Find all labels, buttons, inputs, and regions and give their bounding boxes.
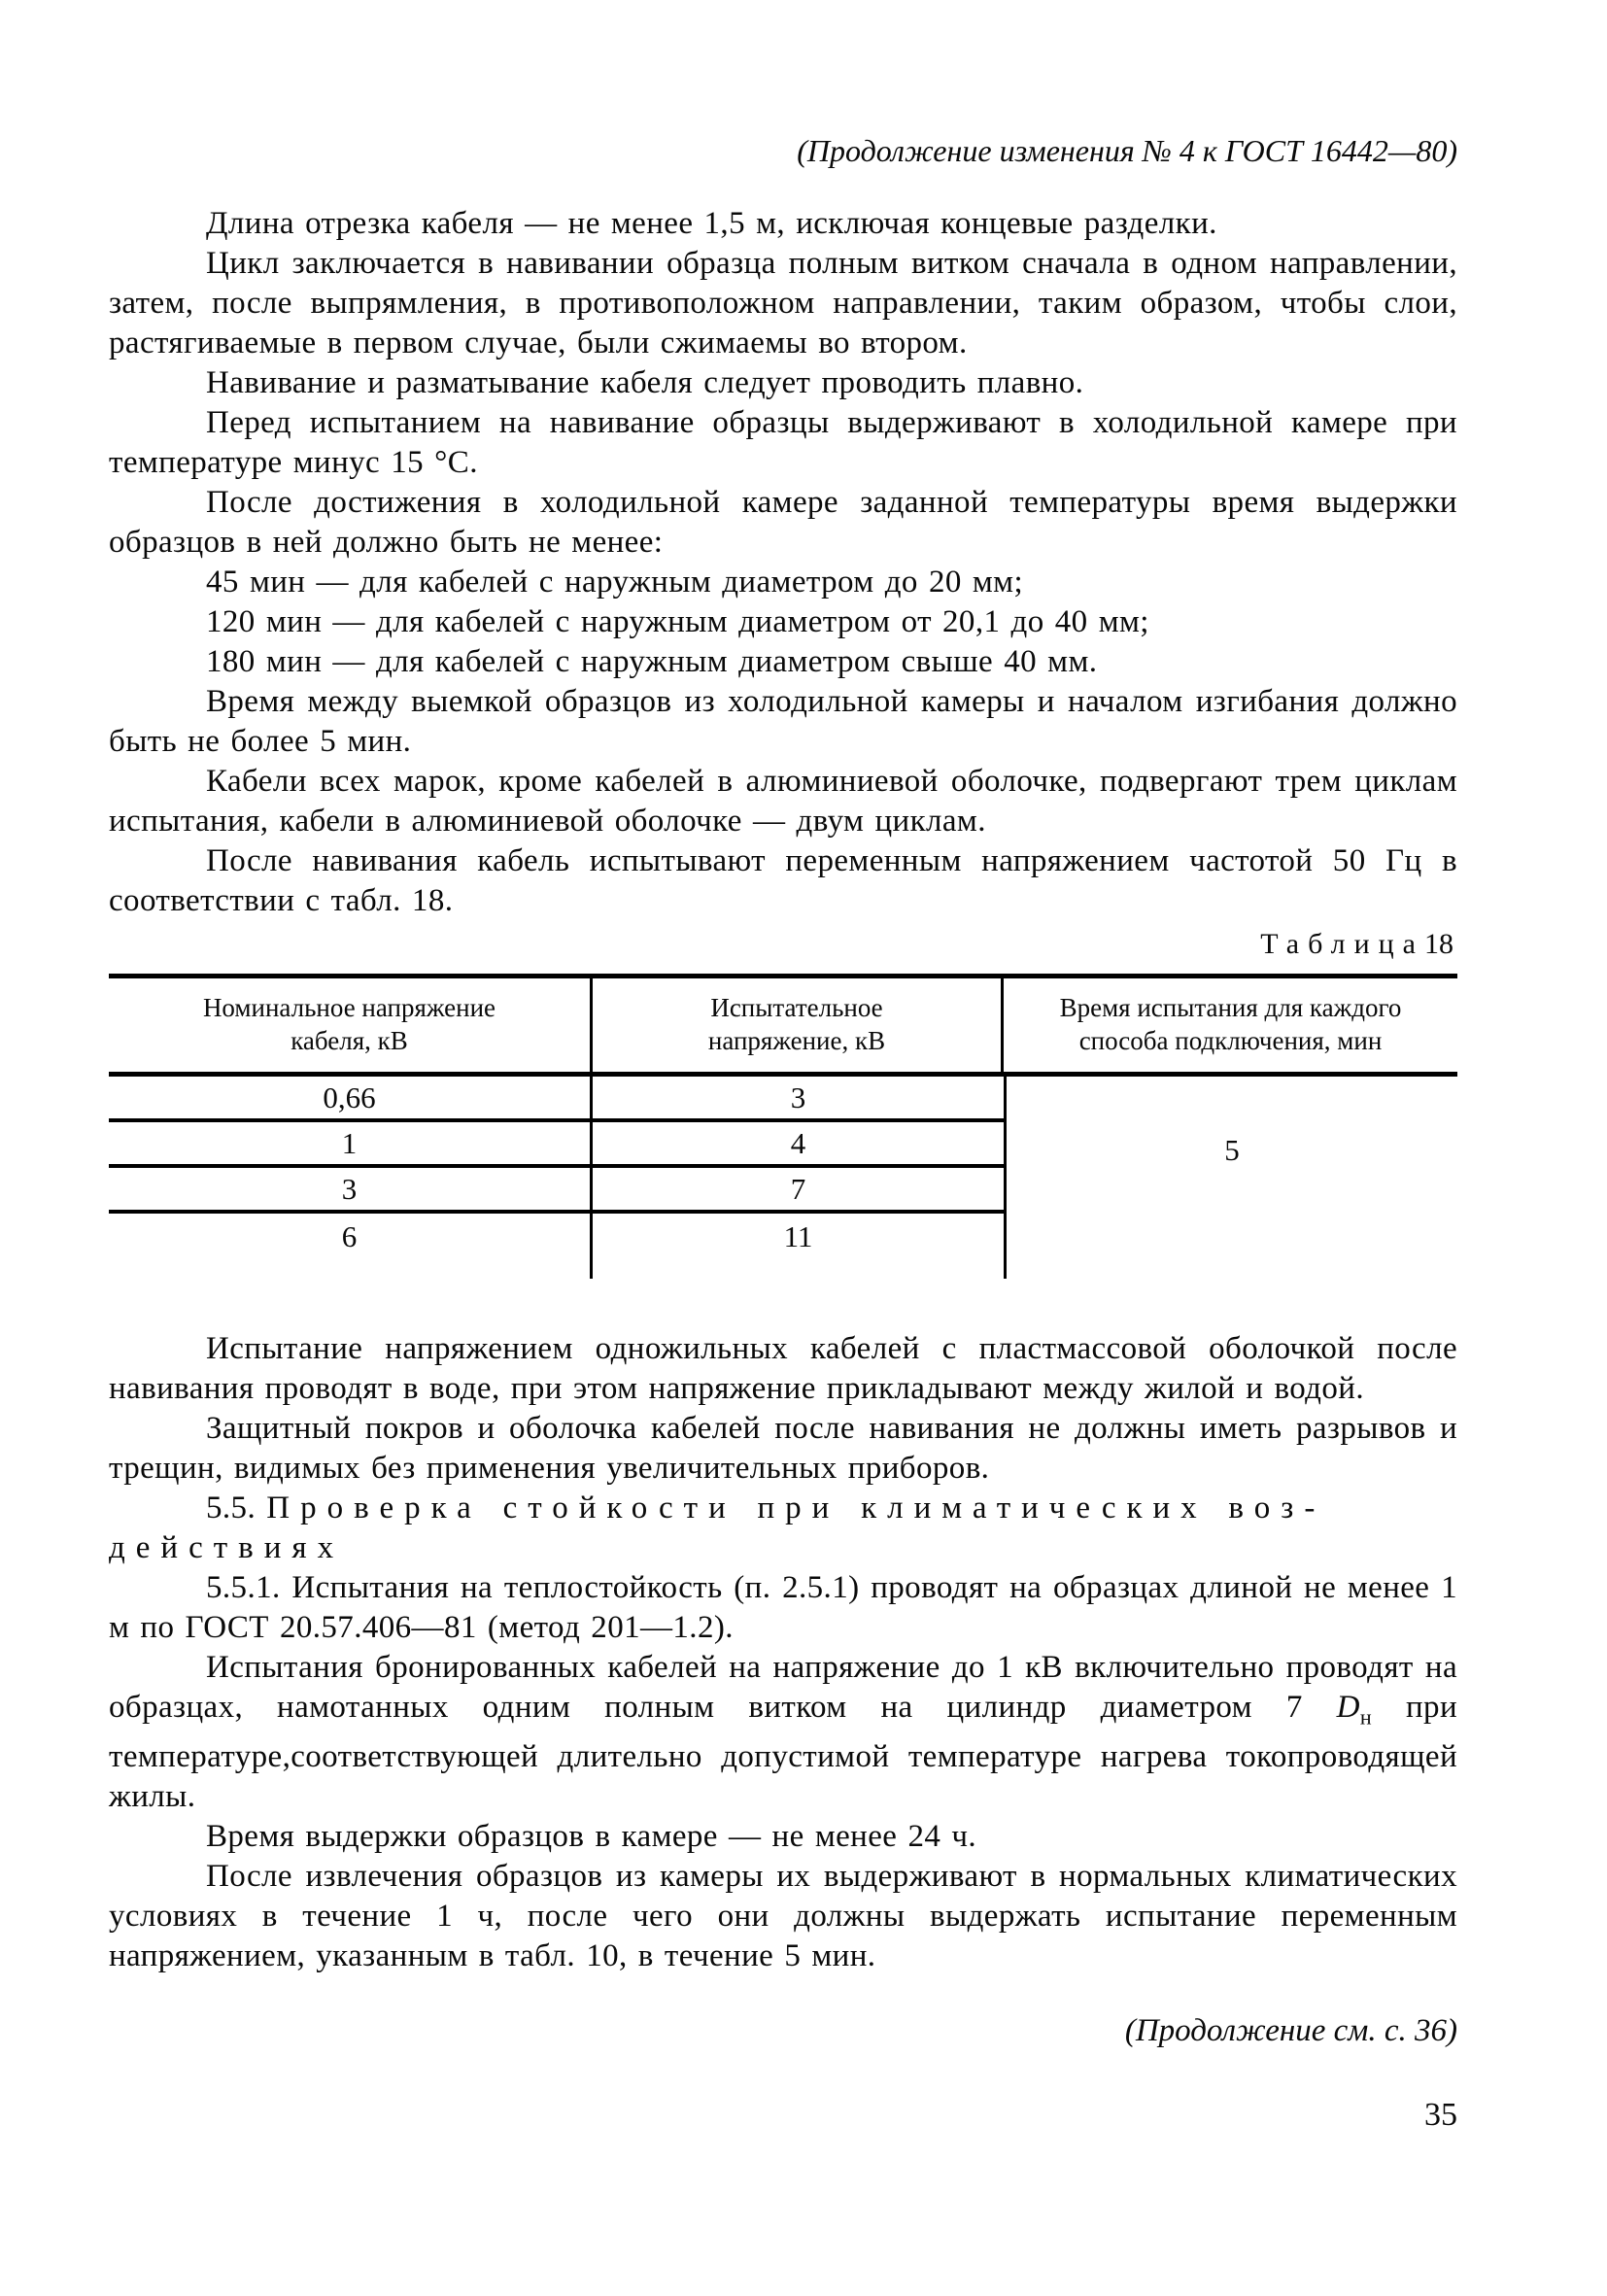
table-header-line: кабеля, кВ bbox=[291, 1026, 408, 1055]
table-cell: 7 bbox=[790, 1171, 806, 1206]
paragraph-cable-length: Длина отрезка кабеля — не менее 1,5 м, исключая концевые разделки. bbox=[206, 206, 1217, 241]
table-label-number: 18 bbox=[1424, 928, 1453, 960]
table-cell-merged-time-value: 5 bbox=[1224, 1133, 1240, 1167]
table-18-label bbox=[109, 925, 1457, 964]
table-row bbox=[109, 1214, 1004, 1259]
section-title-line2: действиях bbox=[109, 1530, 345, 1565]
table-cell: 1 bbox=[109, 1122, 593, 1164]
paragraph-armored-cables bbox=[109, 1648, 1457, 1817]
paragraph-cold-chamber: Перед испытанием на навивание образцы выдерживают в холодильной камере при температуре минус 15 °С. bbox=[109, 405, 1457, 480]
table-cell: 11 bbox=[783, 1218, 813, 1253]
paragraph-cycles-count: Кабели всех марок, кроме кабелей в алюминиевой оболочке, подвергают трем циклам испытания, кабели в алюминиевой оболочке — двум циклам. bbox=[109, 764, 1457, 839]
table-header-line: Номинальное напряжение bbox=[202, 993, 496, 1022]
paragraph-armored-cables-text-start: Испытания бронированных кабелей на напряжение до 1 кВ включительно проводят на образцах, намотанных одним полным витком на цилиндр диаметром 7 bbox=[109, 1650, 1457, 1725]
table-18-header-row bbox=[109, 978, 1457, 1077]
table-18-body bbox=[109, 1077, 1457, 1279]
list-item-120-min: 120 мин — для кабелей с наружным диаметром от 20,1 до 40 мм; bbox=[206, 604, 1149, 639]
table-header-line: Испытательное bbox=[710, 993, 883, 1022]
page-content bbox=[109, 0, 1457, 2134]
list-item-45-min: 45 мин — для кабелей с наружным диаметром до 20 мм; bbox=[206, 565, 1024, 600]
paragraph-heat-resistance: 5.5.1. Испытания на теплостойкость (п. 2.5.1) проводят на образцах длиной не менее 1 м по ГОСТ 20.57.406—81 (метод 201—1.2). bbox=[109, 1570, 1457, 1645]
table-18-left-columns bbox=[109, 1077, 1004, 1279]
paragraph-protective-cover: Защитный покров и оболочка кабелей после навивания не должны иметь разрывов и трещин, видимых без применения увеличительных приборов. bbox=[109, 1411, 1457, 1486]
variable-D-subscript: н bbox=[1359, 1704, 1373, 1730]
section-title-line1: Проверка стойкости при климатических воз- bbox=[266, 1491, 1326, 1525]
table-row bbox=[109, 1122, 1004, 1168]
table-cell: 4 bbox=[790, 1125, 806, 1160]
table-header-line: напряжение, кВ bbox=[707, 1026, 886, 1055]
paragraph-time-between: Время между выемкой образцов из холодильной камеры и началом изгибания должно быть не более 5 мин. bbox=[109, 684, 1457, 759]
table-header-test-voltage bbox=[593, 978, 1004, 1072]
table-cell: 3 bbox=[109, 1168, 593, 1210]
paragraph-voltage-test: После навивания кабель испытывают переменным напряжением частотой 50 Гц в соответствии с табл. 18. bbox=[109, 843, 1457, 918]
table-cell: 0,66 bbox=[109, 1077, 593, 1118]
header-continuation-note: (Продолжение изменения № 4 к ГОСТ 16442—80) bbox=[797, 133, 1457, 168]
list-item-180-min: 180 мин — для кабелей с наружным диаметром свыше 40 мм. bbox=[206, 644, 1098, 679]
section-number: 5.5. bbox=[206, 1491, 256, 1525]
table-header-test-time bbox=[1004, 978, 1457, 1072]
table-header-line: способа подключения, мин bbox=[1078, 1026, 1383, 1055]
footer-continuation-note: (Продолжение см. с. 36) bbox=[1124, 2012, 1457, 2048]
table-rule-extension bbox=[109, 1259, 1004, 1279]
table-row bbox=[109, 1077, 1004, 1122]
table-header-nominal-voltage bbox=[109, 978, 593, 1072]
section-heading-5-5 bbox=[109, 1489, 1457, 1568]
table-18 bbox=[109, 974, 1457, 1279]
paragraph-water-test: Испытание напряжением одножильных кабелей с пластмассовой оболочкой после навивания проводят в воде, при этом напряжение прикладывают между жилой и водой. bbox=[109, 1331, 1457, 1406]
table-label-word: Таблица bbox=[1260, 928, 1424, 960]
page-number: 35 bbox=[1424, 2096, 1457, 2133]
variable-D: D bbox=[1336, 1690, 1360, 1725]
paragraph-winding-smooth: Навивание и разматывание кабеля следует проводить плавно. bbox=[206, 365, 1084, 400]
table-cell-merged-time bbox=[1004, 1077, 1457, 1279]
table-rule-extension-cell bbox=[109, 1259, 593, 1279]
table-cell: 3 bbox=[790, 1079, 806, 1114]
table-rule-extension-cell bbox=[593, 1259, 1004, 1279]
paragraph-holding-time-intro: После достижения в холодильной камере заданной температуры время выдержки образцов в ней должно быть не менее: bbox=[109, 485, 1457, 560]
paragraph-after-extraction: После извлечения образцов из камеры их выдерживают в нормальных климатических условиях в течение 1 ч, после чего они должны выдержать испытание переменным напряжением, указанным в табл. 10, в течение 5 мин. bbox=[109, 1858, 1457, 1973]
paragraph-armored-cables-text-end: при температуре,соответствующей длительно допустимой температуре нагрева токопроводящей жилы. bbox=[109, 1690, 1458, 1814]
table-cell: 6 bbox=[109, 1214, 593, 1259]
paragraph-cycle-description: Цикл заключается в навивании образца полным витком сначала в одном направлении, затем, после выпрямления, в противоположном направлении, таким образом, чтобы слои, растягиваемые в первом случае, были сжимаемы во втором. bbox=[109, 246, 1457, 360]
table-header-line: Время испытания для каждого bbox=[1059, 993, 1402, 1022]
table-row bbox=[109, 1168, 1004, 1214]
paragraph-chamber-time: Время выдержки образцов в камере — не менее 24 ч. bbox=[206, 1818, 977, 1854]
